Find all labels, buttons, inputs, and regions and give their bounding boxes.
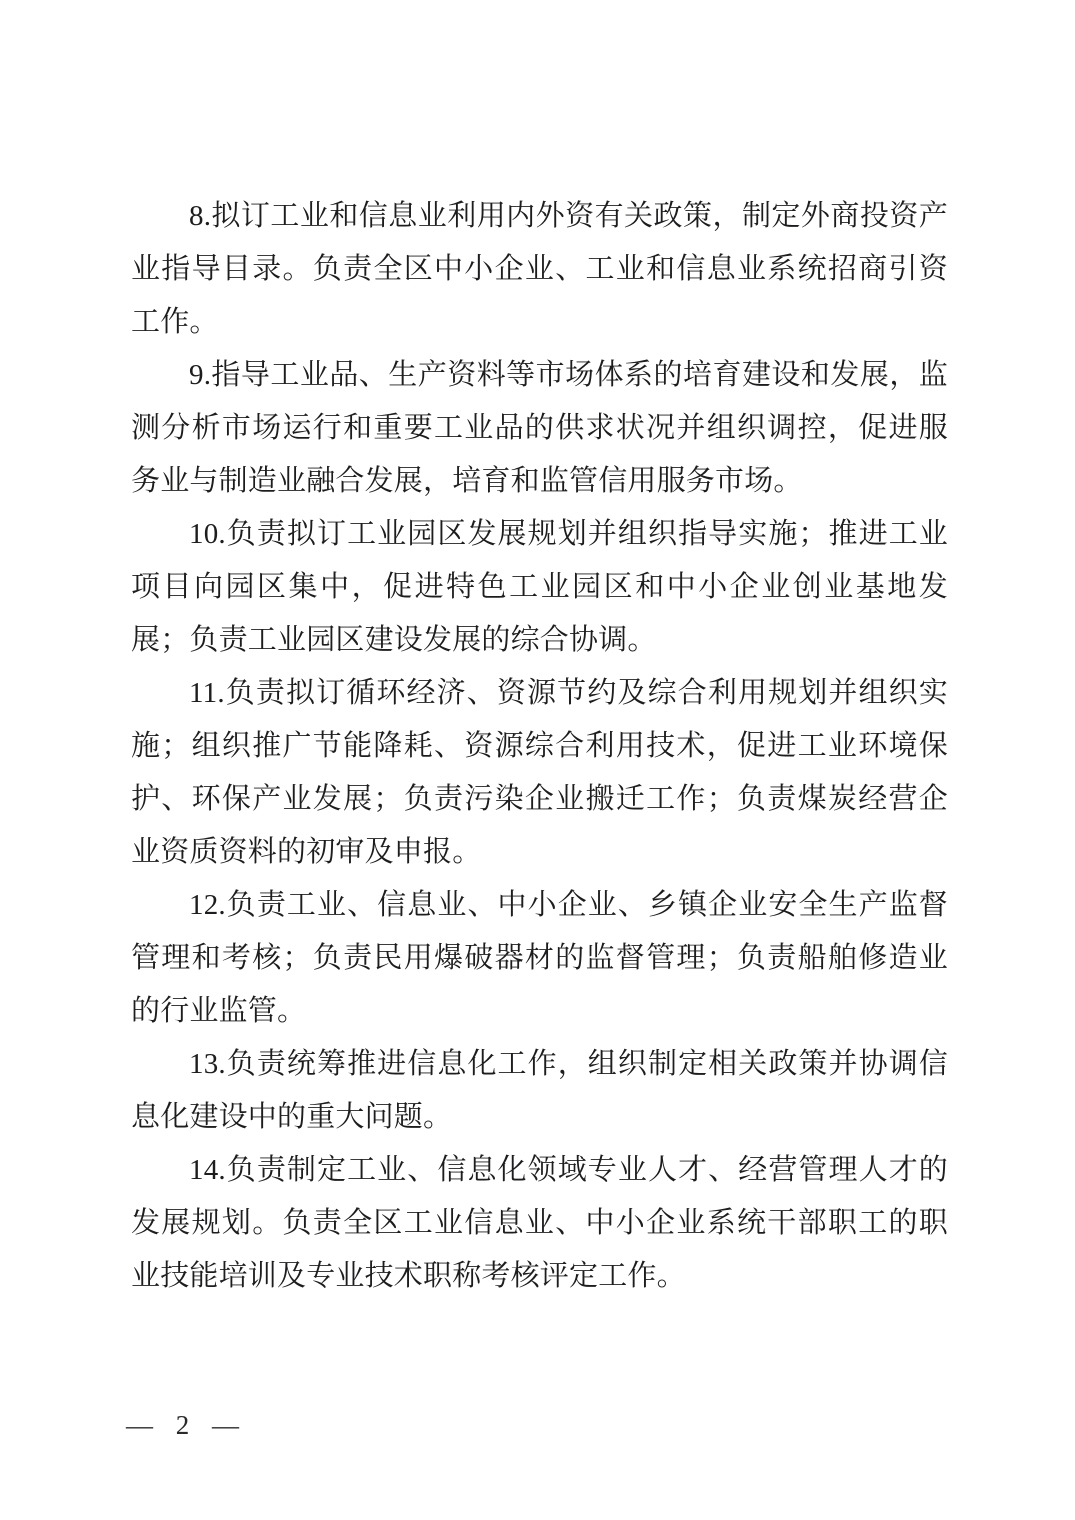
paragraph-14: 14.负责制定工业、信息化领域专业人才、经营管理人才的发展规划。负责全区工业信息业、中小企业系统干部职工的职业技能培训及专业技术职称考核评定工作。	[131, 1154, 948, 1292]
paragraph-10: 10.负责拟订工业园区发展规划并组织指导实施；推进工业项目向园区集中，促进特色工业园区和中小企业创业基地发展；负责工业园区建设发展的综合协调。	[131, 518, 948, 656]
paragraph-8: 8.拟订工业和信息业利用内外资有关政策，制定外商投资产业指导目录。负责全区中小企业、工业和信息业系统招商引资工作。	[131, 200, 948, 338]
paragraph-13: 13.负责统筹推进信息化工作，组织制定相关政策并协调信息化建设中的重大问题。	[131, 1048, 948, 1133]
paragraph-12: 12.负责工业、信息业、中小企业、乡镇企业安全生产监督管理和考核；负责民用爆破器材的监督管理；负责船舶修造业的行业监管。	[131, 889, 948, 1027]
paragraph-11: 11.负责拟订循环经济、资源节约及综合利用规划并组织实施；组织推广节能降耗、资源综合利用技术，促进工业环境保护、环保产业发展；负责污染企业搬迁工作；负责煤炭经营企业资质资料的初审及申报。	[131, 677, 948, 868]
page-number: — 2 —	[126, 1410, 247, 1440]
paragraph-9: 9.指导工业品、生产资料等市场体系的培育建设和发展，监测分析市场运行和重要工业品的供求状况并组织调控，促进服务业与制造业融合发展，培育和监管信用服务市场。	[131, 359, 948, 497]
document-body	[131, 190, 948, 1303]
